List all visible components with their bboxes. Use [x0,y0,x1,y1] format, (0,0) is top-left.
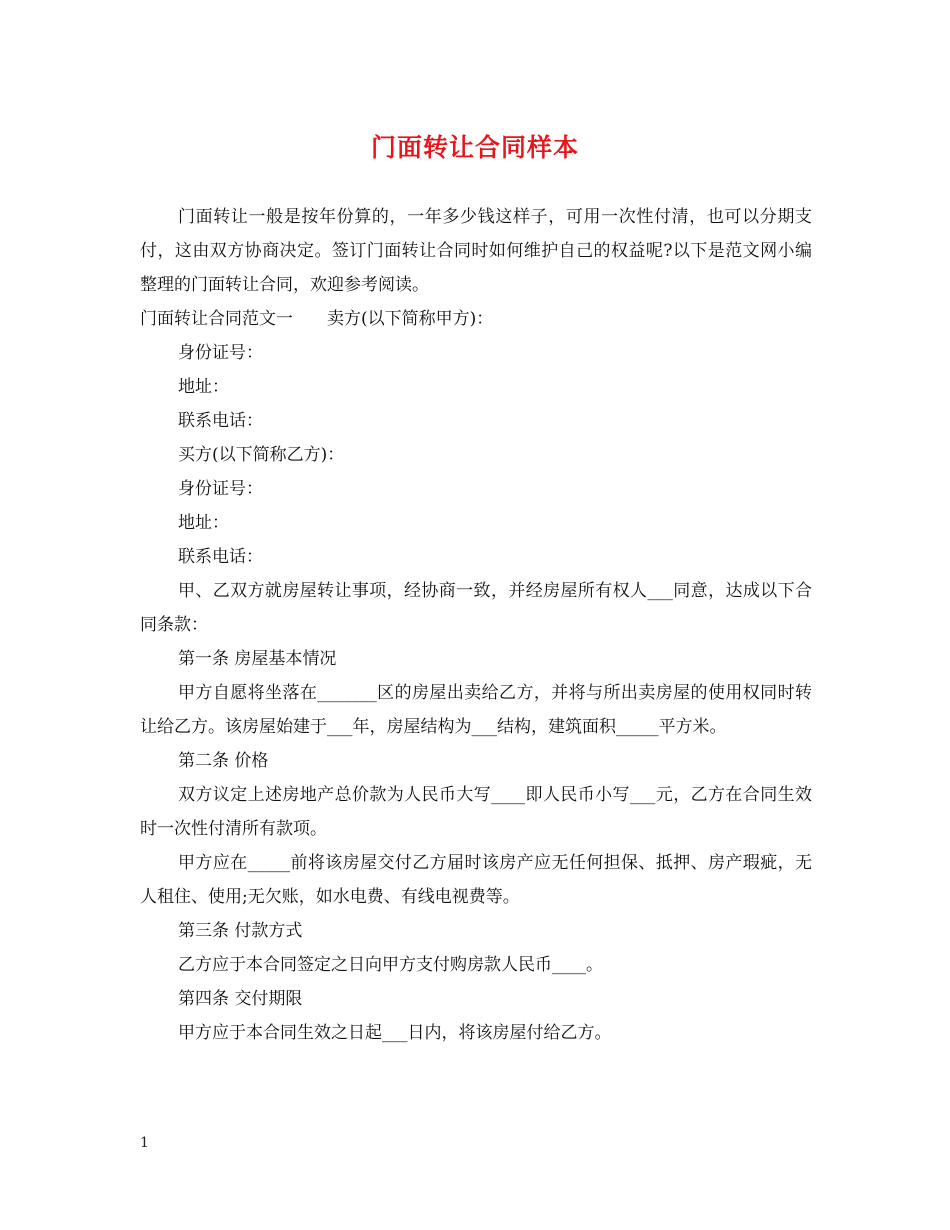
paragraph-buyer-address: 地址： [178,513,229,533]
article-3-body: 乙方应于本合同签定之日向甲方支付购房款人民币____。 [178,955,603,975]
article-2-heading: 第二条 价格 [178,751,269,771]
article-1-heading: 第一条 房屋基本情况 [178,649,337,669]
page-number: 1 [140,1135,149,1151]
document-title: 门面转让合同样本 [370,133,579,162]
document-body [140,200,812,1050]
paragraph-agreement: 甲、乙双方就房屋转让事项，经协商一致，并经房屋所有权人___同意，达成以下合同条款： [140,581,812,635]
paragraph-buyer-id: 身份证号： [178,479,263,499]
paragraph-seller-phone: 联系电话： [178,411,263,431]
article-3-heading: 第三条 付款方式 [178,921,303,941]
paragraph-intro: 门面转让一般是按年份算的，一年多少钱这样子，可用一次性付清，也可以分期支付，这由双方协商决定。签订门面转让合同时如何维护自己的权益呢?以下是范文网小编整理的门面转让合同，欢迎参考阅读。 [140,207,812,295]
paragraph-buyer-phone: 联系电话： [178,547,263,567]
article-2-body-price: 双方议定上述房地产总价款为人民币大写____即人民币小写___元，乙方在合同生效时一次性付清所有款项。 [140,785,812,839]
article-4-body: 甲方应于本合同生效之日起___日内，将该房屋付给乙方。 [178,1023,612,1043]
paragraph-seller-address: 地址： [178,377,229,397]
article-1-body: 甲方自愿将坐落在_______区的房屋出卖给乙方，并将与所出卖房屋的使用权同时转让给乙方。该房屋始建于___年，房屋结构为___结构，建筑面积_____平方米。 [140,683,812,737]
article-4-heading: 第四条 交付期限 [178,989,303,1009]
paragraph-seller-id: 身份证号： [178,343,263,363]
paragraph-seller-heading: 门面转让合同范文一 卖方(以下简称甲方)： [140,309,494,329]
paragraph-buyer-heading: 买方(以下简称乙方)： [178,445,345,465]
article-2-body-delivery: 甲方应在_____前将该房屋交付乙方届时该房产应无任何担保、抵押、房产瑕疵，无人租住、使用;无欠账，如水电费、有线电视费等。 [140,853,812,907]
